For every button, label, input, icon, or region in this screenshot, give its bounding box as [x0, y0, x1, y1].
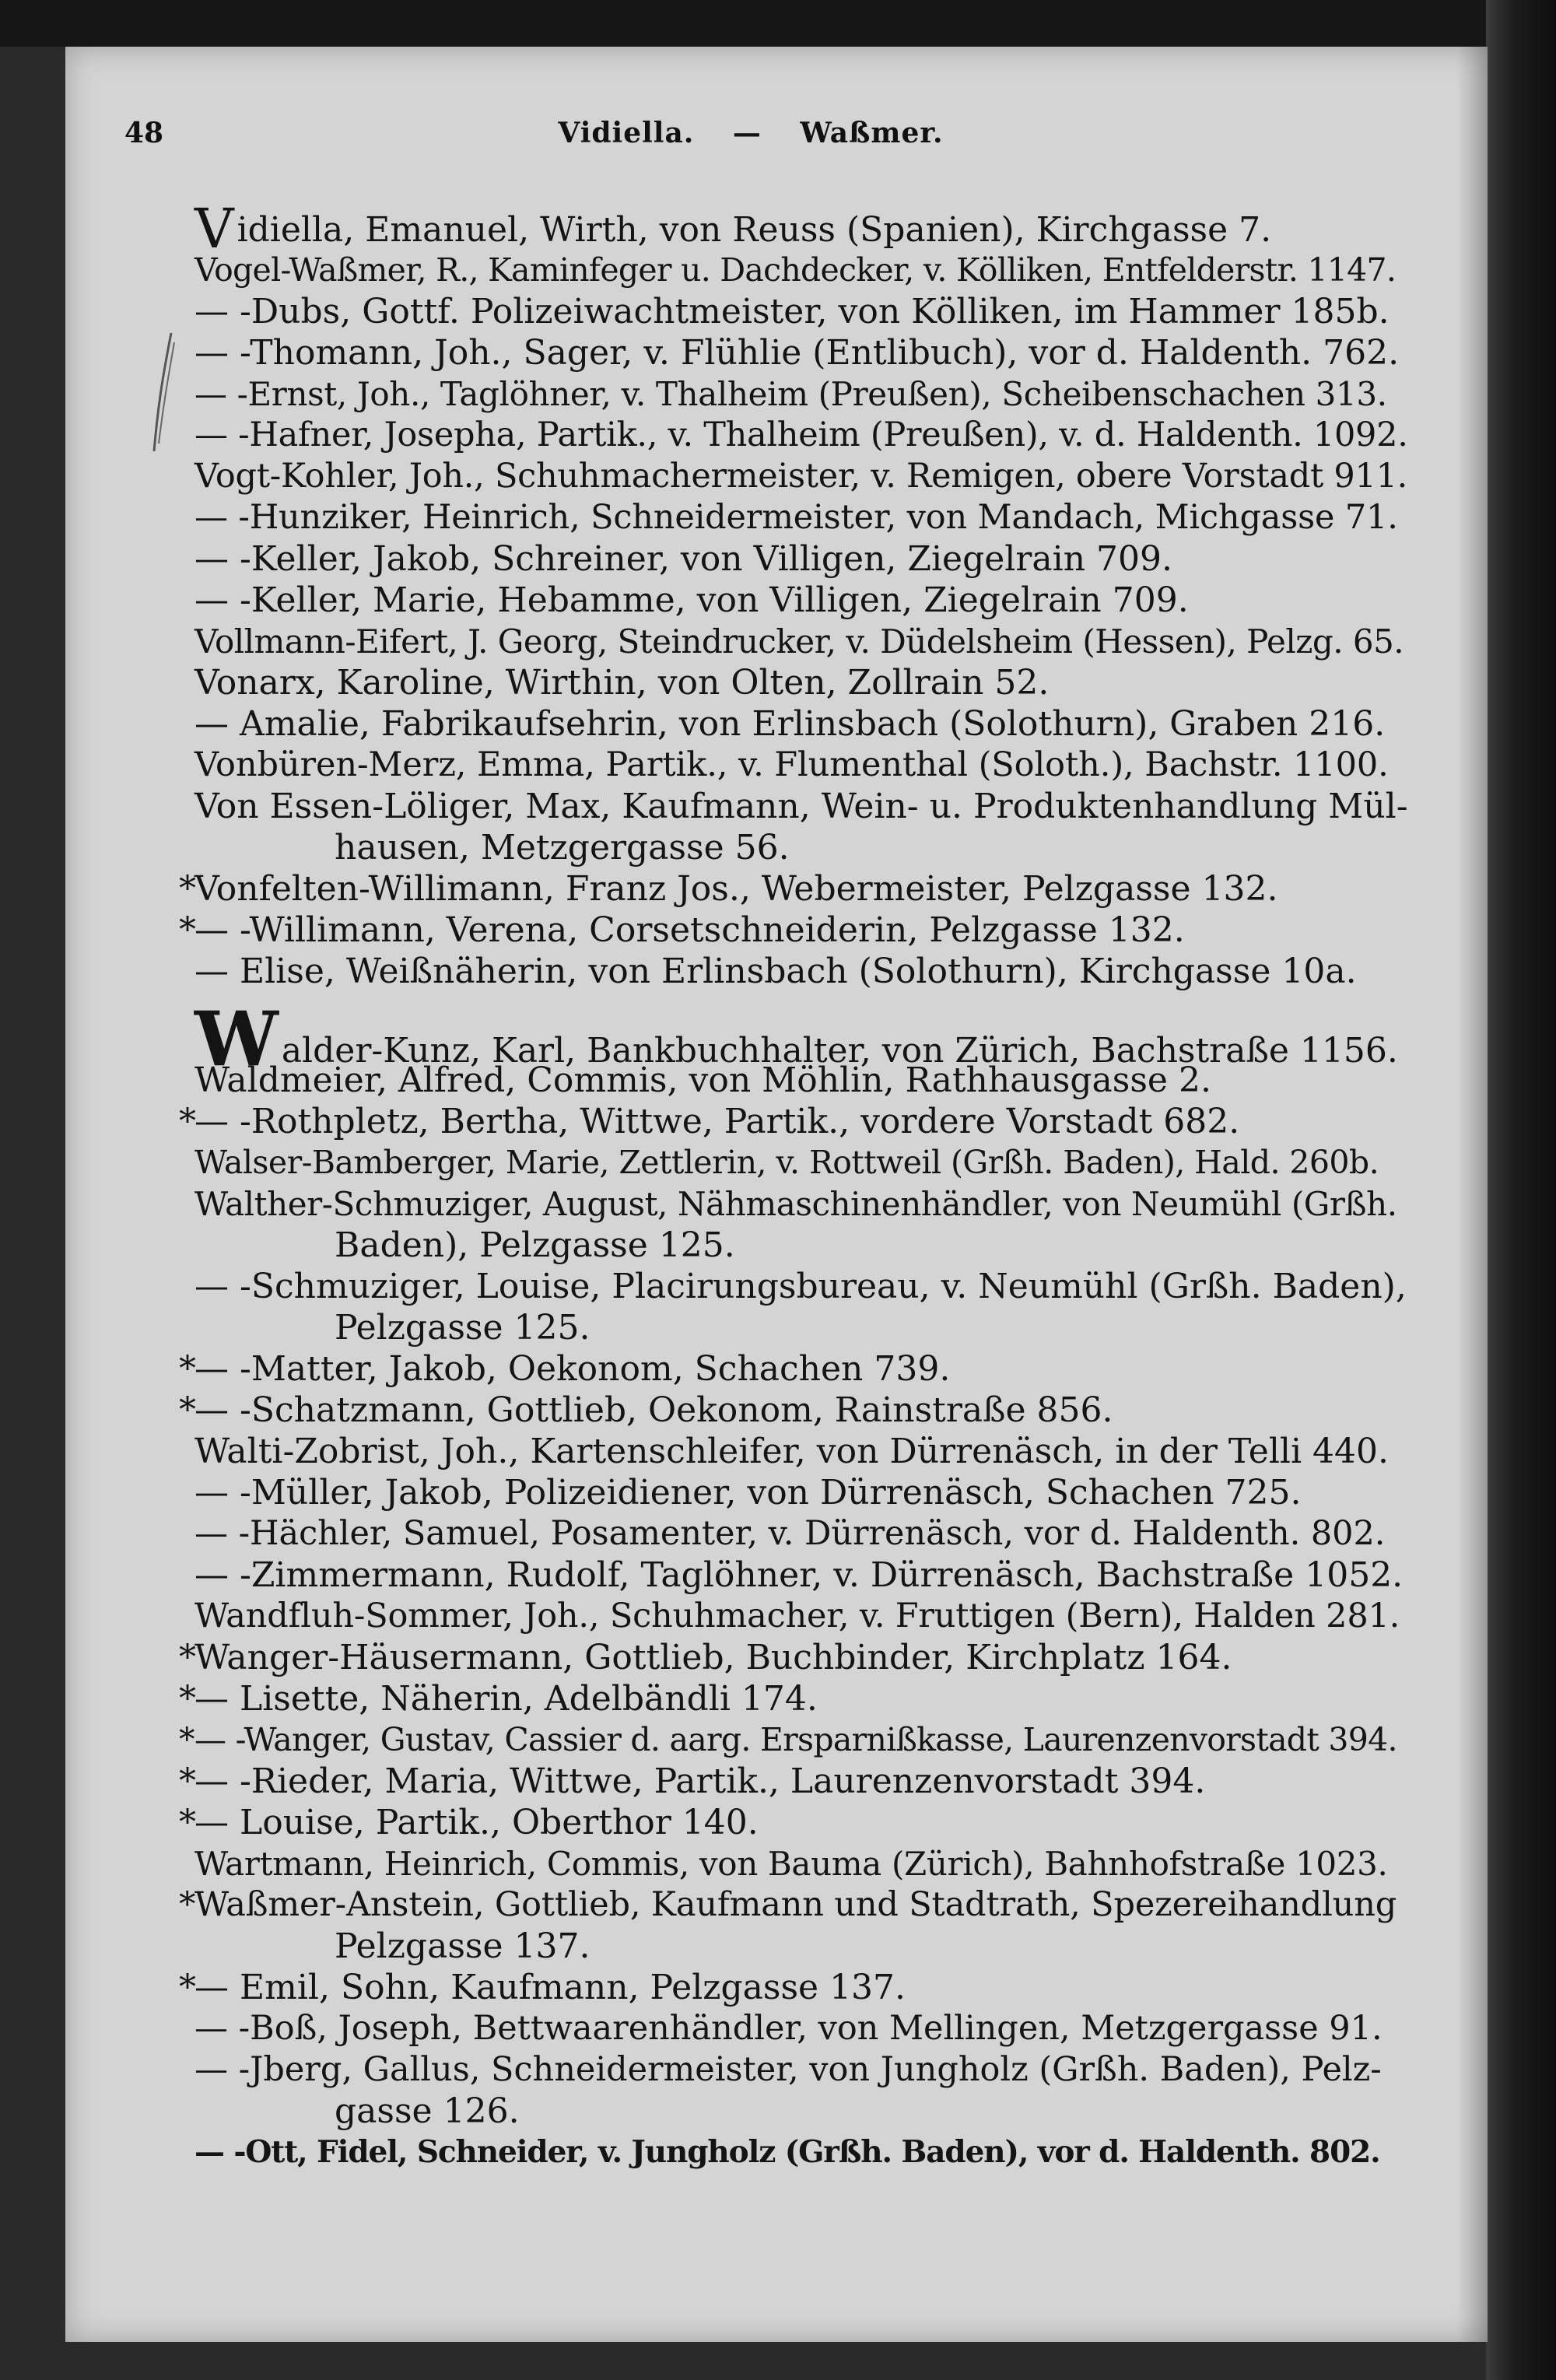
entry-marker: *: [179, 1390, 196, 1430]
directory-entry: [179, 1101, 1393, 1142]
entry-text: — -Zimmermann, Rudolf, Taglöhner, v. Dürrenäsch, Bachstraße 1052.: [194, 1555, 1404, 1595]
directory-entry: [194, 662, 1393, 703]
entry-text: — -Hunziker, Heinrich, Schneidermeister, von Mandach, Michgasse 71.: [194, 498, 1398, 537]
entry-text: — -Jberg, Gallus, Schneidermeister, von Jungholz (Grßh. Baden), Pelz-: [194, 2050, 1382, 2089]
entry-text: — -Ott, Fidel, Schneider, v. Jungholz (Grßh. Baden), vor d. Haldenth. 802.: [194, 2134, 1380, 2170]
entry-marker: *: [179, 1803, 196, 1842]
directory-entry: [179, 1719, 1397, 1761]
entry-text: Walther-Schmuziger, August, Nähmaschinenhändler, von Neumühl (Grßh.: [194, 1185, 1397, 1223]
entry-text: — Amalie, Fabrikaufsehrin, von Erlinsbach (Solothurn), Graben 216.: [194, 704, 1386, 744]
entry-text: gasse 126.: [335, 2091, 520, 2131]
entry-text: — -Hafner, Josepha, Partik., v. Thalheim (Preußen), v. d. Haldenth. 1092.: [194, 415, 1408, 454]
running-head-right: Waßmer.: [800, 117, 944, 149]
entry-text: Vonfelten-Willimann, Franz Jos., Webermeister, Pelzgasse 132.: [194, 869, 1278, 909]
entry-text: Von Essen-Löliger, Max, Kaufmann, Wein- u. Produktenhandlung Mül-: [194, 787, 1408, 826]
entry-text: Pelzgasse 137.: [335, 1926, 591, 1966]
directory-entry: [194, 332, 1400, 373]
directory-entry: [194, 580, 1393, 621]
entry-text: Vollmann-Eifert, J. Georg, Steindrucker, v. Düdelsheim (Hessen), Pelzg. 65.: [194, 622, 1404, 661]
directory-entry: [194, 1266, 1407, 1307]
entry-text: — Lisette, Näherin, Adelbändli 174.: [194, 1679, 818, 1719]
entry-text: — -Willimann, Verena, Corsetschneiderin, Pelzgasse 132.: [194, 910, 1185, 950]
directory-entry: [194, 197, 1393, 261]
entry-text: — -Keller, Jakob, Schreiner, von Villigen, Ziegelrain 709.: [194, 539, 1172, 579]
directory-entry: [194, 951, 1393, 992]
directory-entry: [194, 2132, 1393, 2173]
entry-text: Waßmer-Anstein, Gottlieb, Kaufmann und Stadtrath, Spezereihandlung: [194, 1885, 1397, 1924]
directory-entry: [194, 1225, 1393, 1266]
directory-entry: [179, 1884, 1397, 1926]
directory-entry: [194, 621, 1404, 662]
directory-entry: [194, 2091, 1393, 2132]
entry-text: — -Thomann, Joh., Sager, v. Flühlie (Entlibuch), vor d. Haldenth. 762.: [194, 333, 1400, 373]
entry-marker: *: [179, 869, 196, 909]
directory-entry: [194, 1183, 1397, 1225]
page-gutter-shadow: [1456, 47, 1488, 2342]
entry-text: — -Rothpletz, Bertha, Wittwe, Partik., vordere Vorstadt 682.: [194, 1102, 1240, 1141]
directory-entry: [194, 415, 1408, 456]
directory-entry: [194, 250, 1397, 291]
section-gap: [194, 992, 1393, 1018]
directory-entry: [194, 2049, 1393, 2091]
directory-entry: [179, 1761, 1393, 1802]
entry-text: — -Matter, Jakob, Oekonom, Schachen 739.: [194, 1349, 951, 1389]
running-head-left: Vidiella.: [558, 117, 695, 149]
directory-entry: [194, 291, 1393, 332]
entry-marker: *: [179, 910, 196, 950]
entry-text: — -Müller, Jakob, Polizeidiener, von Dürrenäsch, Schachen 725.: [194, 1473, 1302, 1512]
directory-entry: [194, 1843, 1393, 1884]
entry-text: Walser-Bamberger, Marie, Zettlerin, v. Rottweil (Grßh. Baden), Hald. 260b.: [194, 1144, 1379, 1181]
directory-entry: [194, 373, 1393, 415]
entry-text: Vogt-Kohler, Joh., Schuhmachermeister, v. Remigen, obere Vorstadt 911.: [194, 457, 1408, 496]
entry-marker: *: [179, 1761, 196, 1801]
directory-entry: [194, 1142, 1393, 1183]
directory-entry: [194, 1555, 1404, 1596]
entry-text: Wartmann, Heinrich, Commis, von Bauma (Zürich), Bahnhofstraße 1023.: [194, 1845, 1388, 1883]
entry-text: — -Wanger, Gustav, Cassier d. aarg. Ersparnißkasse, Laurenzenvorstadt 394.: [194, 1721, 1397, 1758]
entry-text: — -Ernst, Joh., Taglöhner, v. Thalheim (Preußen), Scheibenschachen 313.: [194, 375, 1387, 413]
directory-entry: [194, 786, 1408, 827]
entry-text: — -Keller, Marie, Hebamme, von Villigen, Ziegelrain 709.: [194, 580, 1189, 620]
directory-entry: [194, 1513, 1393, 1555]
directory-entry: [194, 1431, 1393, 1472]
entry-marker: *: [179, 1679, 196, 1719]
entry-text: Vogel-Waßmer, R., Kaminfeger u. Dachdecker, v. Kölliken, Entfelderstr. 1147.: [194, 251, 1397, 289]
directory-entry: [194, 703, 1393, 745]
directory-entry: [179, 1967, 1393, 2008]
directory-entry: [194, 497, 1398, 538]
entry-text: Baden), Pelzgasse 125.: [335, 1225, 735, 1265]
directory-entries: [179, 197, 1408, 2173]
entry-text: Wanger-Häusermann, Gottlieb, Buchbinder, Kirchplatz 164.: [194, 1638, 1232, 1677]
entry-text: hausen, Metzgergasse 56.: [335, 828, 790, 868]
entry-text: — -Schmuziger, Louise, Placirungsbureau, v. Neumühl (Grßh. Baden),: [194, 1267, 1407, 1306]
entry-marker: *: [179, 1102, 196, 1141]
entry-text: Vonbüren-Merz, Emma, Partik., v. Flumenthal (Soloth.), Bachstr. 1100.: [194, 745, 1389, 784]
directory-entry: [179, 1802, 1393, 1843]
entry-text: — -Boß, Joseph, Bettwaarenhändler, von Mellingen, Metzgergasse 91.: [194, 2009, 1383, 2048]
page-header: [124, 117, 1377, 163]
directory-entry: [194, 745, 1393, 786]
entry-marker: *: [179, 1721, 194, 1758]
directory-entry: [179, 868, 1393, 910]
entry-text: idiella, Emanuel, Wirth, von Reuss (Spanien), Kirchgasse 7.: [237, 210, 1272, 250]
entry-marker: *: [179, 1638, 196, 1677]
running-head: [124, 117, 1377, 149]
entry-text: — -Hächler, Samuel, Posamenter, v. Dürrenäsch, vor d. Haldenth. 802.: [194, 1514, 1386, 1553]
directory-entry: [179, 1678, 1393, 1719]
page-number: 48: [124, 117, 164, 149]
scan-border-top: [0, 0, 1556, 47]
directory-entry: [194, 827, 1393, 868]
entry-text: — -Rieder, Maria, Wittwe, Partik., Laurenzenvorstadt 394.: [194, 1761, 1206, 1801]
entry-text: Walti-Zobrist, Joh., Kartenschleifer, von Dürrenäsch, in der Telli 440.: [194, 1432, 1390, 1471]
directory-entry: [194, 2008, 1393, 2049]
entry-text: Pelzgasse 125.: [335, 1308, 591, 1348]
directory-entry: [194, 456, 1408, 497]
directory-entry: [194, 1472, 1393, 1513]
entry-text: Wandfluh-Sommer, Joh., Schuhmacher, v. Fruttigen (Bern), Halden 281.: [194, 1597, 1400, 1635]
drop-initial: V: [194, 197, 234, 261]
directory-entry: [179, 1390, 1393, 1431]
entry-text: — Elise, Weißnäherin, von Erlinsbach (Solothurn), Kirchgasse 10a.: [194, 952, 1357, 991]
entry-text: — Louise, Partik., Oberthor 140.: [194, 1803, 759, 1842]
pencil-mark-icon: [148, 327, 179, 459]
entry-text: alder-Kunz, Karl, Bankbuchhalter, von Zürich, Bachstraße 1156.: [281, 1031, 1398, 1071]
entry-marker: *: [179, 1349, 196, 1389]
directory-entry: [194, 1307, 1393, 1348]
directory-entry: [194, 538, 1393, 580]
entry-marker: *: [179, 1885, 196, 1924]
entry-marker: *: [179, 1968, 196, 2007]
directory-entry: [179, 1637, 1393, 1678]
directory-entry: [194, 1926, 1393, 1967]
directory-entry: [179, 910, 1393, 951]
running-head-dash: —: [732, 117, 762, 149]
entry-text: Waldmeier, Alfred, Commis, von Möhlin, Rathhausgasse 2.: [194, 1060, 1211, 1100]
entry-text: Vonarx, Karoline, Wirthin, von Olten, Zollrain 52.: [194, 663, 1050, 703]
book-spine-edge: [1486, 0, 1556, 2380]
entry-text: — -Schatzmann, Gottlieb, Oekonom, Rainstraße 856.: [194, 1390, 1113, 1430]
directory-entry: [179, 1348, 1393, 1390]
drop-initial: W: [194, 995, 279, 1083]
entry-text: — Emil, Sohn, Kaufmann, Pelzgasse 137.: [194, 1968, 906, 2007]
directory-entry: [194, 1060, 1393, 1101]
directory-entry: [194, 1596, 1400, 1637]
entry-text: — -Dubs, Gottf. Polizeiwachtmeister, von Kölliken, im Hammer 185b.: [194, 292, 1390, 331]
